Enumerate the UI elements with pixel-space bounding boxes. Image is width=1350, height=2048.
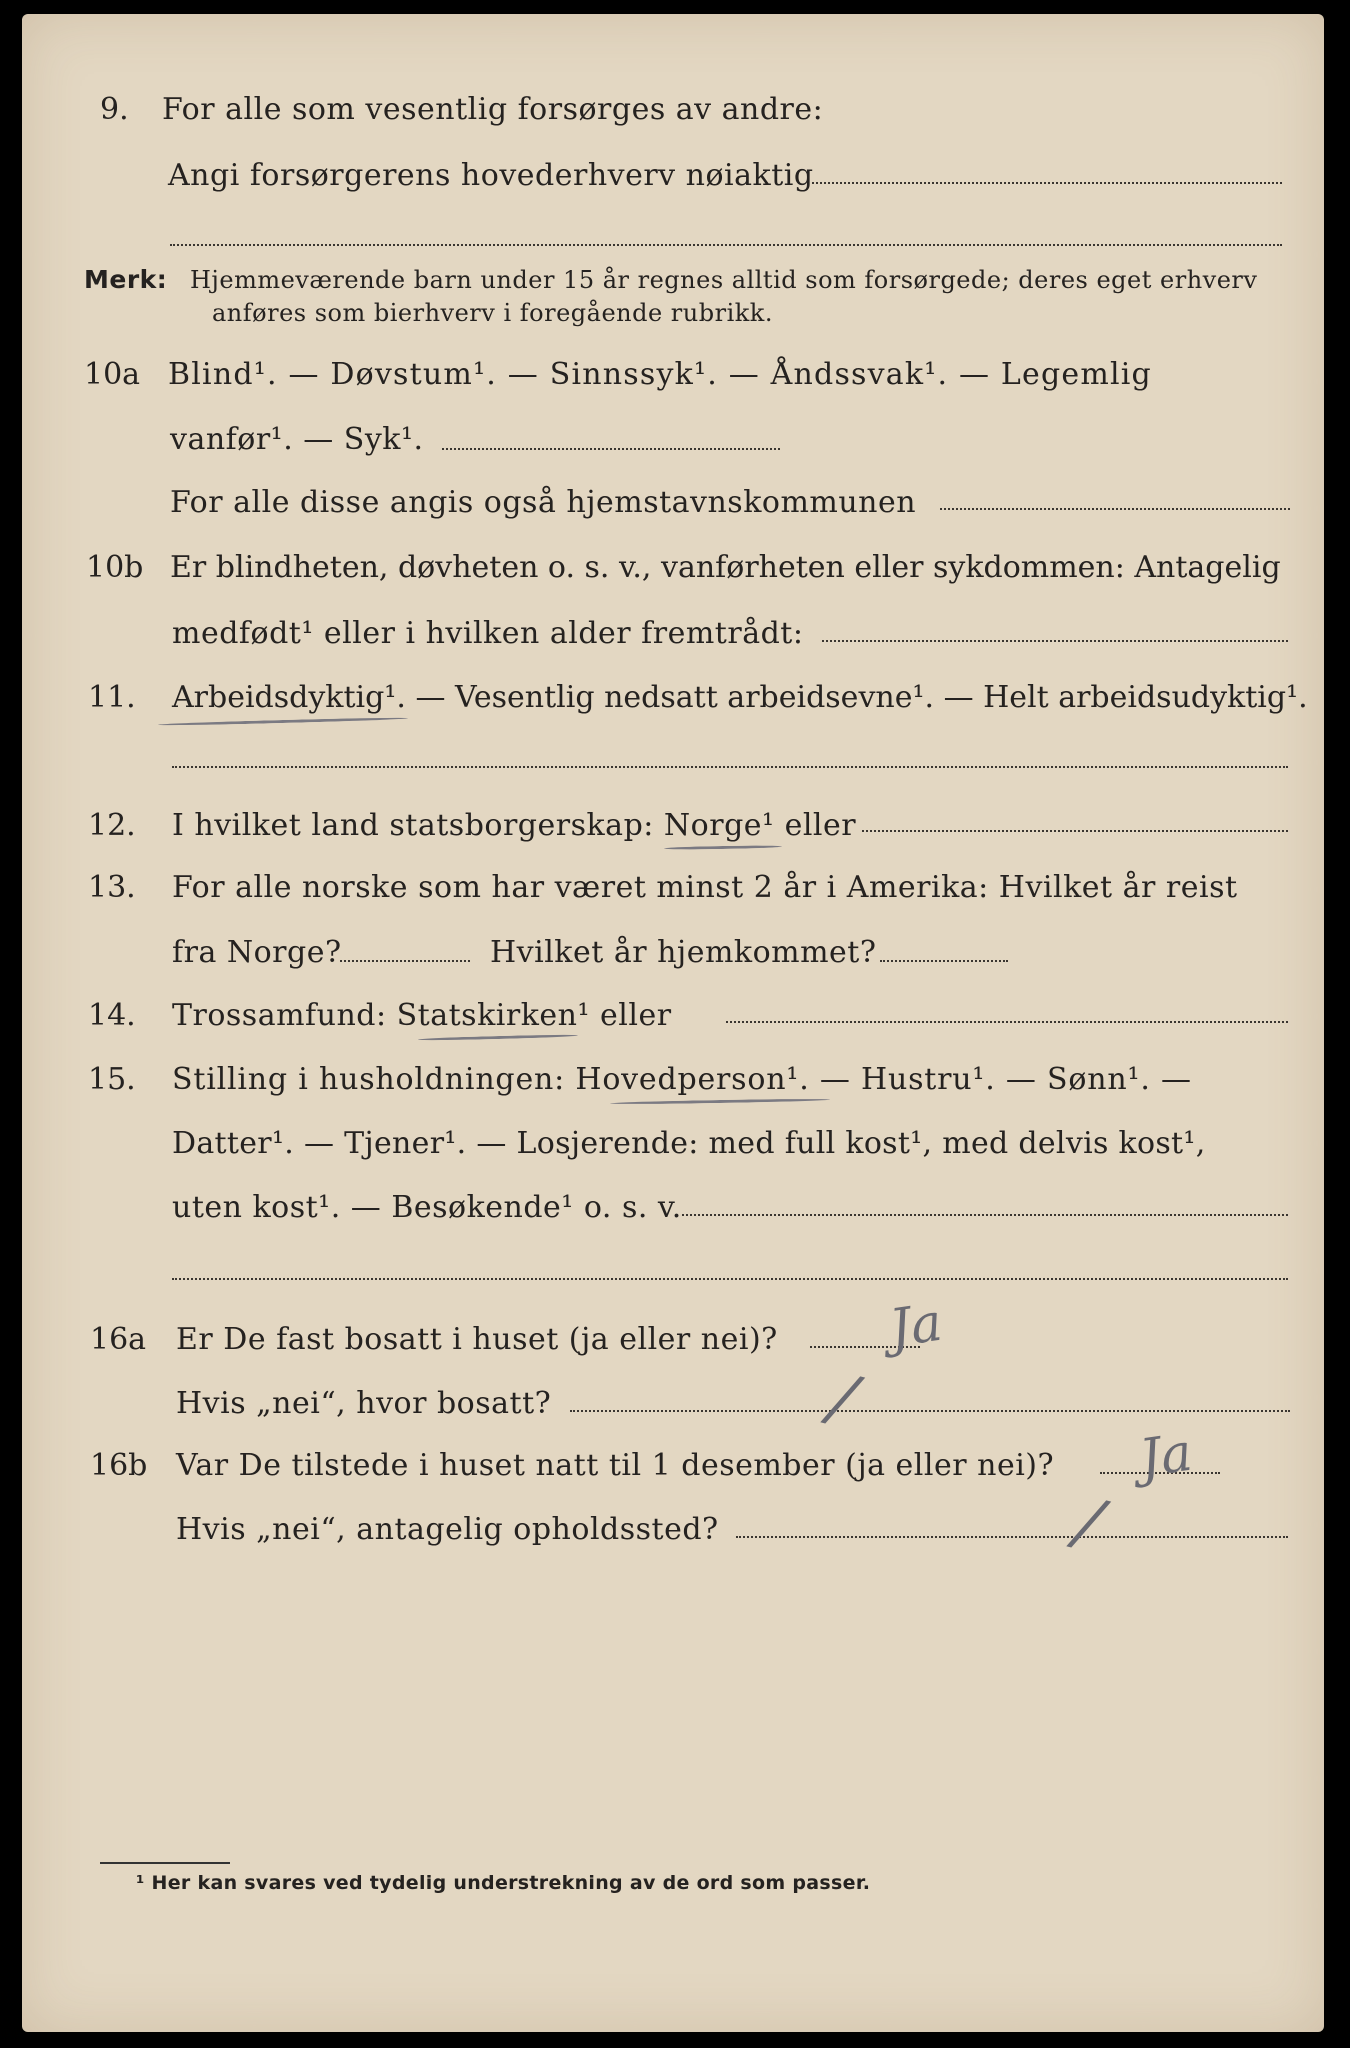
q11-work-ability: Arbeidsdyktig¹. — Vesentlig nedsatt arbeidsevne¹. — Helt arbeidsudyktig¹.	[172, 680, 1308, 715]
q9-prompt: For alle som vesentlig forsørges av andre:	[162, 92, 824, 127]
q9-main-occupation-label: Angi forsørgerens hovederhverv nøiaktig	[168, 158, 814, 193]
merk-note-line1	[84, 265, 167, 294]
q16a-handwritten-answer: Ja	[886, 1292, 946, 1360]
q15-answer-field-2[interactable]	[172, 1278, 1288, 1280]
q15-answer-field[interactable]	[682, 1214, 1288, 1216]
q10a-disabilities-line2: vanfør¹. — Syk¹.	[170, 422, 424, 457]
q13-emigrated-label: fra Norge?	[172, 935, 342, 970]
q16b-present-question: Var De tilstede i huset natt til 1 desember (ja eller nei)?	[176, 1448, 1055, 1483]
q15-household-position-line3: uten kost¹. — Besøkende¹ o. s. v.	[172, 1190, 682, 1225]
q9-answer-field[interactable]	[812, 182, 1282, 184]
q11-answer-field[interactable]	[172, 766, 1288, 768]
q12-number: 12.	[88, 808, 136, 843]
q10b-prompt: Er blindheten, døvheten o. s. v., vanførheten eller sykdommen: Antagelig	[170, 550, 1281, 585]
q16b-handwritten-dash: /	[1069, 1482, 1110, 1563]
q16b-whereabouts-label: Hvis „nei“, antagelig opholdssted?	[176, 1512, 719, 1547]
q13-emigrated-year-field[interactable]	[340, 960, 470, 962]
q14-answer-field[interactable]	[726, 1021, 1288, 1023]
q9-answer-field-2[interactable]	[170, 244, 1282, 246]
q15-number: 15.	[88, 1062, 136, 1097]
q13-returned-label: Hvilket år hjemkommet?	[490, 935, 877, 970]
q12-answer-field[interactable]	[862, 830, 1288, 832]
merk-text-line1: Hjemmeværende barn under 15 år regnes alltid som forsørgede; deres eget erhverv	[190, 266, 1258, 294]
q10b-answer-field[interactable]	[822, 640, 1288, 642]
q16b-whereabouts-field[interactable]	[736, 1536, 1288, 1538]
q13-returned-year-field[interactable]	[880, 960, 1008, 962]
footnote: ¹ Her kan svares ved tydelig understrekning av de ord som passer.	[136, 1872, 871, 1894]
q10b-number: 10b	[86, 550, 144, 585]
q16a-handwritten-dash: /	[823, 1358, 864, 1439]
q16a-number: 16a	[90, 1322, 147, 1357]
q12-citizenship: I hvilket land statsborgerskap: Norge¹ eller	[172, 808, 857, 843]
q13-prompt: For alle norske som har været minst 2 år i Amerika: Hvilket år reist	[172, 870, 1238, 905]
q10b-onset-label: medfødt¹ eller i hvilken alder fremtrådt:	[172, 616, 804, 651]
q10a-home-municipality-label: For alle disse angis også hjemstavnskommunen	[170, 485, 917, 520]
merk-label: Merk:	[84, 265, 168, 294]
q14-number: 14.	[88, 998, 136, 1033]
q16a-residence-question: Er De fast bosatt i huset (ja eller nei)?	[176, 1322, 778, 1357]
q10a-home-municipality-field[interactable]	[940, 508, 1290, 510]
q13-number: 13.	[88, 870, 136, 905]
q16b-number: 16b	[90, 1448, 148, 1483]
q15-household-position: Stilling i husholdningen: Hovedperson¹. — Hustru¹. — Sønn¹. —	[172, 1062, 1192, 1097]
q9-number: 9.	[100, 92, 129, 127]
q14-religion: Trossamfund: Statskirken¹ eller	[172, 998, 672, 1033]
q10a-answer-field[interactable]	[442, 448, 780, 450]
q10a-number: 10a	[84, 357, 141, 392]
q16b-handwritten-answer: Ja	[1136, 1422, 1196, 1490]
q16a-residence-elsewhere-field[interactable]	[570, 1410, 1290, 1412]
q16a-residence-elsewhere-label: Hvis „nei“, hvor bosatt?	[176, 1386, 552, 1421]
q10a-disabilities-line: Blind¹. — Døvstum¹. — Sinnssyk¹. — Åndssvak¹. — Legemlig	[168, 357, 1152, 392]
q11-number: 11.	[88, 680, 136, 715]
footnote-rule	[100, 1862, 230, 1864]
q15-household-position-line2: Datter¹. — Tjener¹. — Losjerende: med full kost¹, med delvis kost¹,	[172, 1126, 1206, 1161]
merk-text-line2: anføres som bierhverv i foregående rubrikk.	[212, 299, 773, 327]
